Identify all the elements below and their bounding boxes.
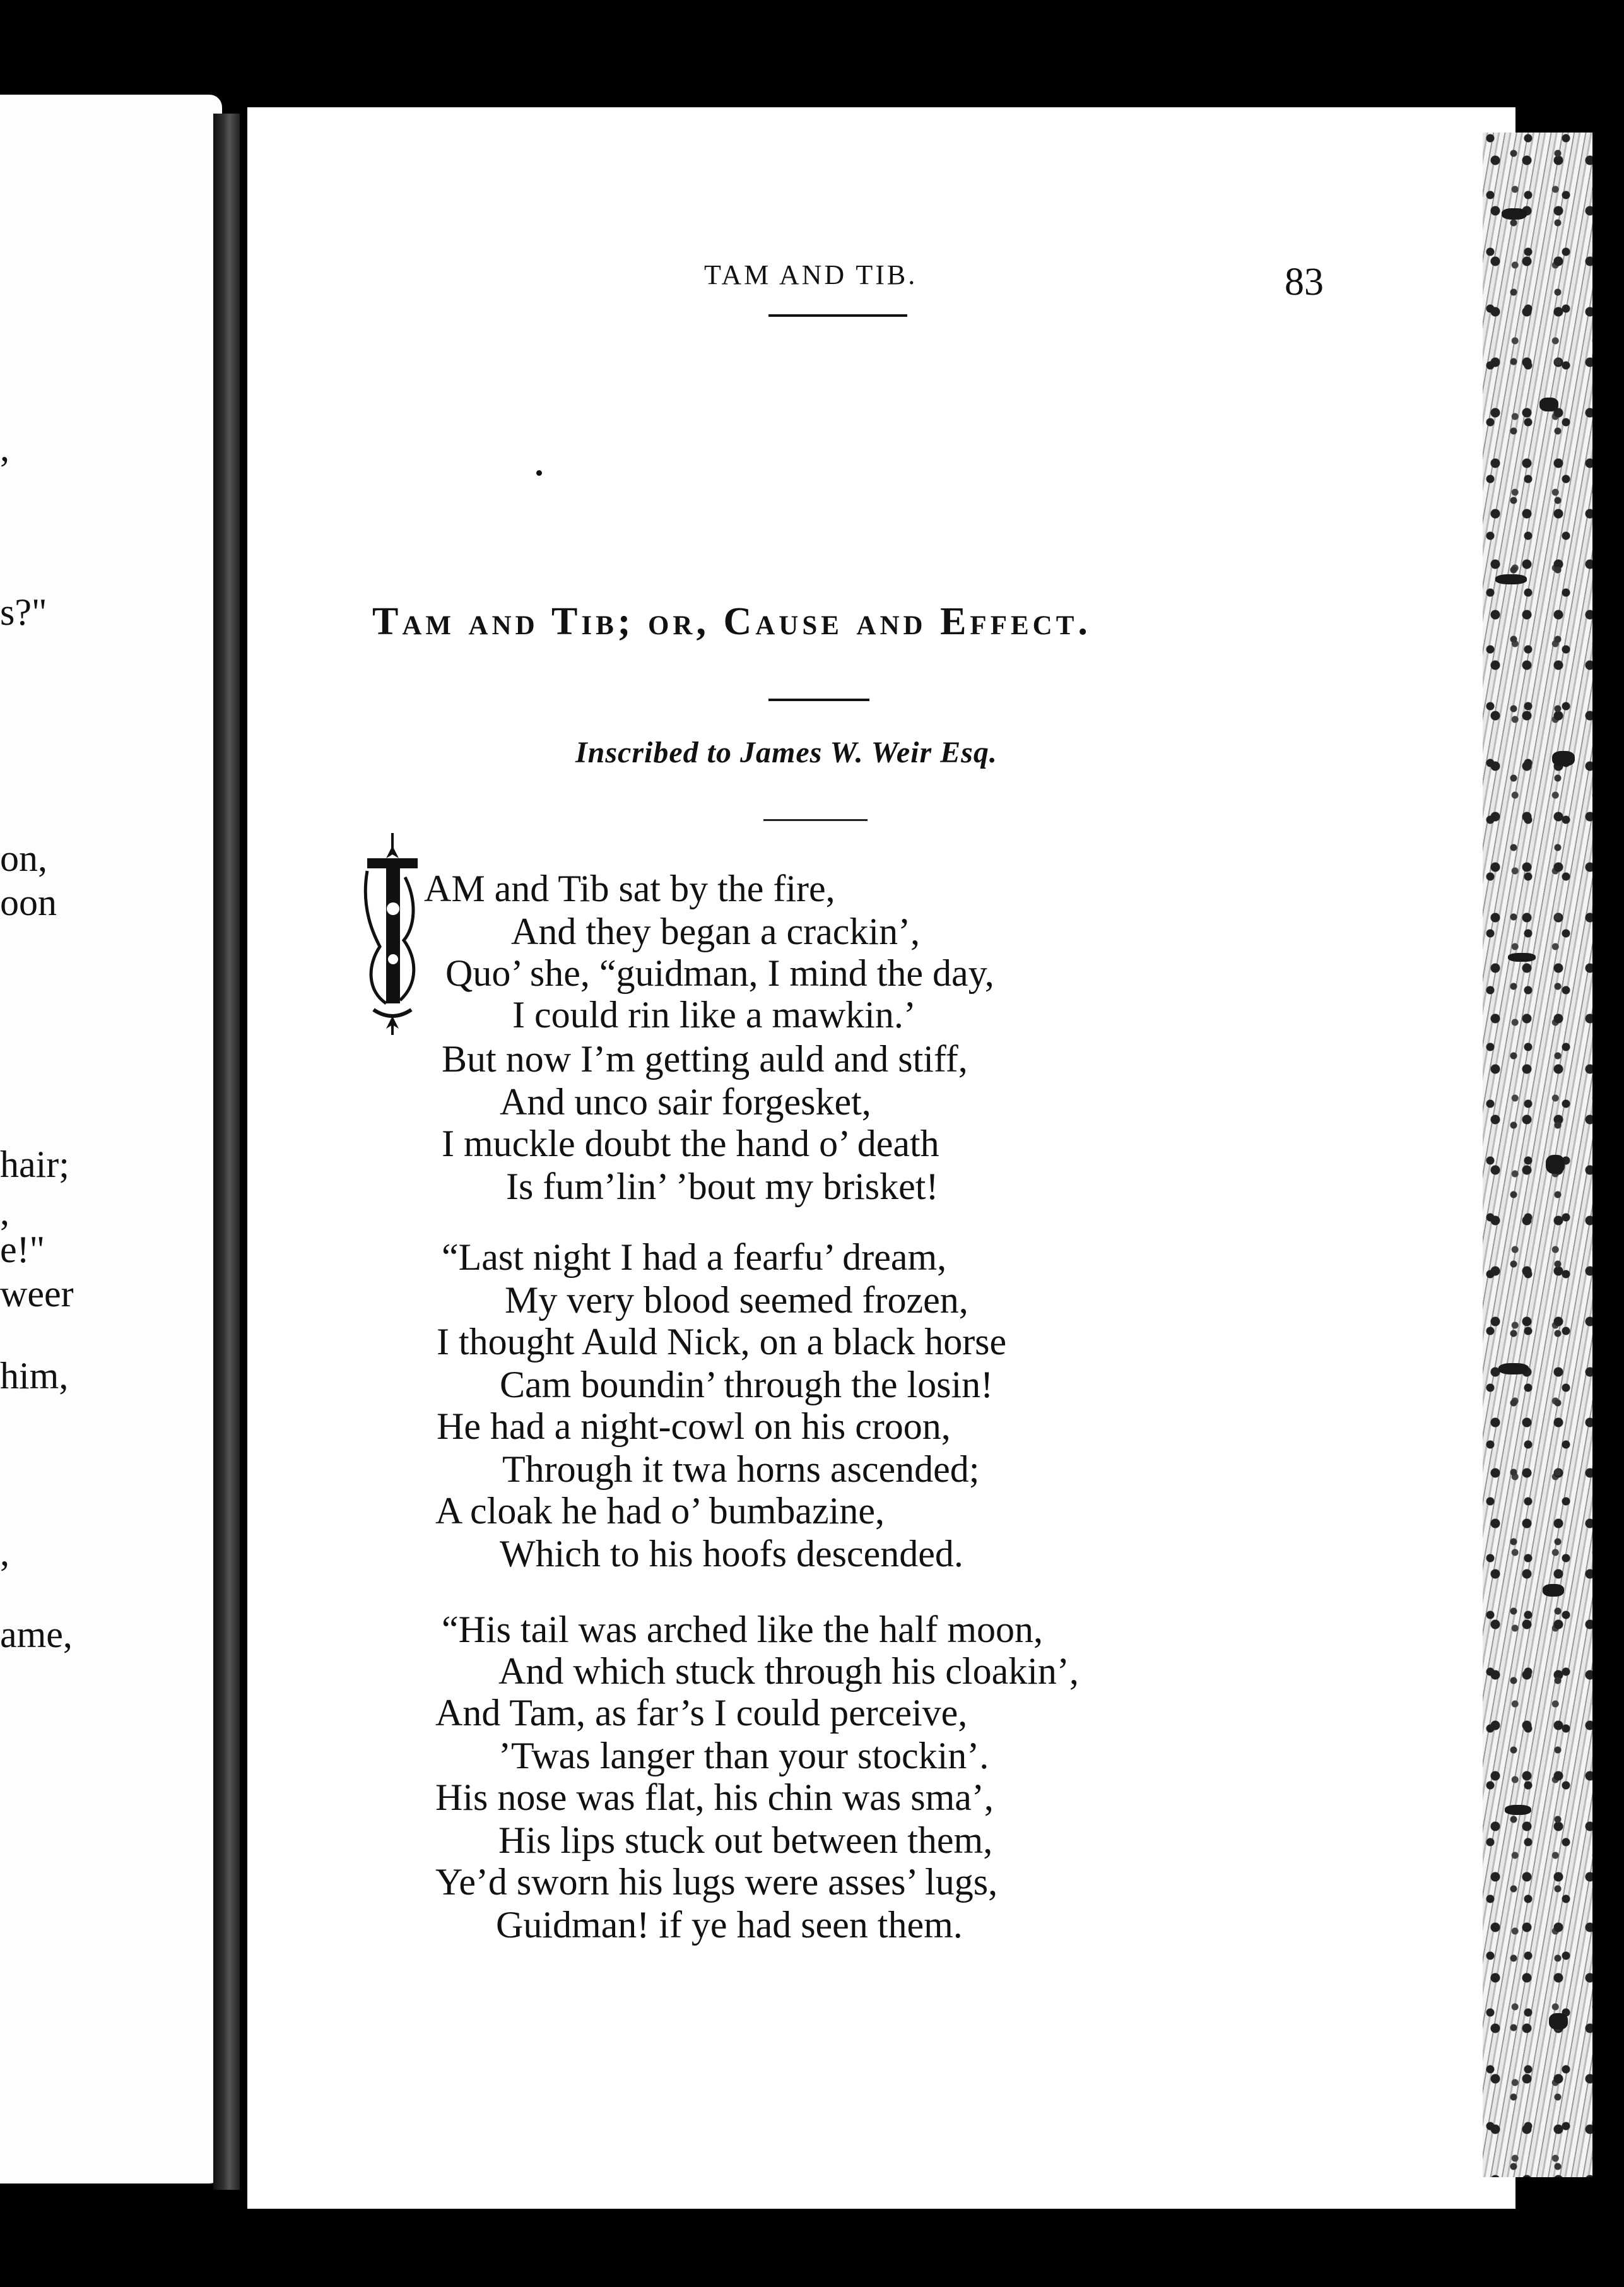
dedication-rule bbox=[763, 819, 868, 821]
poem-line: Quo’ she, “guidman, I mind the day, bbox=[445, 952, 994, 994]
dedication: Inscribed to James W. Weir Esq. bbox=[575, 736, 997, 769]
poem-line: Cam boundin’ through the losin! bbox=[500, 1364, 994, 1405]
previous-page-fragment: on, bbox=[0, 837, 47, 879]
poem-line: And unco sair forgesket, bbox=[500, 1081, 871, 1123]
poem-line: Which to his hoofs descended. bbox=[500, 1533, 963, 1575]
poem-title: Tam and Tib; or, Cause and Effect. bbox=[372, 600, 1091, 643]
poem-line: “Last night I had a fearfu’ dream, bbox=[442, 1236, 947, 1278]
poem-line: But now I’m getting auld and stiff, bbox=[442, 1038, 968, 1080]
previous-page bbox=[0, 95, 222, 2184]
poem-line: And which stuck through his cloakin’, bbox=[498, 1650, 1079, 1692]
previous-page-fragment: s?" bbox=[0, 591, 47, 633]
ornamental-drop-cap bbox=[355, 833, 430, 1035]
poem-line: Ye’d sworn his lugs were asses’ lugs, bbox=[435, 1861, 998, 1903]
poem-line: Guidman! if ye had seen them. bbox=[496, 1904, 963, 1946]
previous-page-fragment: , bbox=[0, 427, 9, 469]
print-speck bbox=[536, 470, 542, 476]
poem-line: And Tam, as far’s I could perceive, bbox=[435, 1692, 968, 1734]
poem-line: Is fum’lin’ ’bout my brisket! bbox=[506, 1166, 939, 1207]
running-head-rule bbox=[768, 314, 907, 317]
poem-line: His nose was flat, his chin was sma’, bbox=[435, 1776, 994, 1818]
poem-line: ’Twas langer than your stockin’. bbox=[498, 1735, 989, 1776]
poem-line: Through it twa horns ascended; bbox=[502, 1448, 980, 1490]
poem-line: A cloak he had o’ bumbazine, bbox=[435, 1490, 885, 1532]
poem-line: “His tail was arched like the half moon, bbox=[442, 1609, 1044, 1650]
poem-line: My very blood seemed frozen, bbox=[505, 1279, 968, 1321]
poem-line: I could rin like a mawkin.’ bbox=[512, 994, 916, 1036]
previous-page-fragment: , bbox=[0, 1191, 9, 1232]
poem-line: I muckle doubt the hand o’ death bbox=[442, 1123, 939, 1164]
previous-page-fragment: oon bbox=[0, 882, 57, 923]
poem-line: He had a night-cowl on his croon, bbox=[437, 1405, 951, 1447]
book-fore-edge bbox=[1483, 133, 1592, 2177]
running-head: TAM AND TIB. bbox=[704, 259, 918, 290]
poem-line: His lips stuck out between them, bbox=[498, 1819, 993, 1861]
previous-page-fragment: hair; bbox=[0, 1144, 69, 1185]
book-gutter bbox=[213, 114, 240, 2190]
poem-line: I thought Auld Nick, on a black horse bbox=[437, 1321, 1007, 1362]
poem-line: AM and Tib sat by the fire, bbox=[424, 868, 835, 909]
previous-page-fragment: e!" bbox=[0, 1229, 45, 1270]
title-rule bbox=[768, 699, 869, 701]
poem-line: And they began a crackin’, bbox=[511, 911, 921, 952]
previous-page-fragment: weer bbox=[0, 1273, 74, 1315]
previous-page-fragment: ame, bbox=[0, 1614, 73, 1655]
page-number: 83 bbox=[1285, 261, 1324, 304]
previous-page-fragment: , bbox=[0, 1532, 9, 1573]
previous-page-fragment: him, bbox=[0, 1355, 69, 1397]
